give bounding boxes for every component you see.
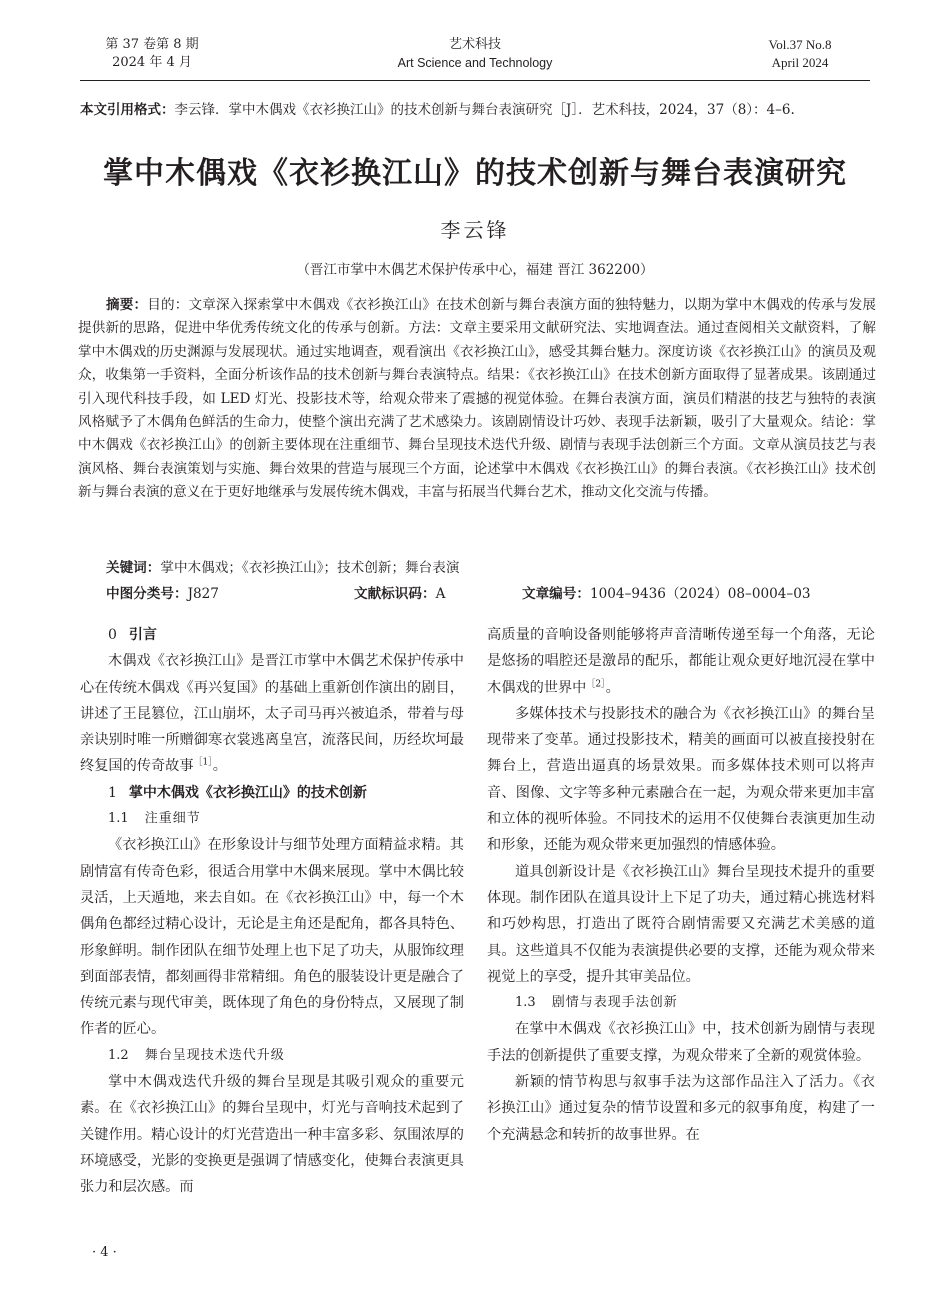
citation-ref-1: ［1］ (193, 757, 213, 768)
header-issue-cn (104, 36, 200, 72)
article-meta (106, 582, 866, 604)
keywords (106, 556, 459, 576)
page-number: · 4 · (92, 1245, 117, 1260)
header-journal (375, 36, 575, 72)
section-1-number: 1 (108, 784, 117, 801)
keywords-label: 关键词： (106, 560, 161, 576)
citation-format (80, 98, 870, 118)
paragraph-stage-part-b-end: 。 (605, 679, 620, 696)
section-1-1-number: 1.1 (108, 811, 129, 827)
article-title: 掌中木偶戏《衣衫换江山》的技术创新与舞台表演研究 (103, 156, 847, 191)
header-date: 2024 年 4 月 (112, 55, 192, 70)
header-date-en: April 2024 (771, 55, 829, 70)
paragraph-stage-part-a: 掌中木偶戏迭代升级的舞台呈现是其吸引观众的重要元素。在《衣衫换江山》的舞台呈现中，灯光与音响技术起到了关键作用。精心设计的灯光营造出一种丰富多彩、氛围浓厚的环境感受，光影的变换更是强调了情感变化，使舞台表演更具张力和层次感。而 (80, 1074, 464, 1196)
clc-number (106, 582, 219, 602)
section-0-number: 0 (108, 627, 117, 643)
keywords-text: 掌中木偶戏；《衣衫换江山》；技术创新；舞台表演 (160, 560, 460, 576)
doc-label: 文献标识码： (354, 586, 436, 602)
doc-code (354, 582, 445, 602)
abstract-text: 目的：文章深入探索掌中木偶戏《衣衫换江山》在技术创新与舞台表演方面的独特魅力，以期为掌中木偶戏的传承与发展提供新的思路，促进中华优秀传统文化的传承与创新。方法：文章主要采用文献研究法、实地调查法。通过查阅相关文献资料，了解掌中木偶戏的历史渊源与发展现状。通过实地调查，观看演出《衣衫换江山》，感受其舞台魅力。深度访谈《衣衫换江山》的演员及观众，收集第一手资料，全面分析该作品的技术创新与舞台表演特点。结果：《衣衫换江山》在技术创新方面取得了显著成果。该剧通过引入现代科技手段，如 LED 灯光、投影技术等，给观众带来了震撼的视觉体验。在舞台表演方面，演员们精湛的技艺与独特的表演风格赋予了木偶角色鲜活的生命力，使整个演出充满了艺术感染力。该剧剧情设计巧妙、表现手法新颖，吸引了大量观众。结论：掌中木偶戏《衣衫换江山》的创新主要体现在注重细节、舞台呈现技术迭代升级、剧情与表现手法创新三个方面。文章从演员技艺与表演风格、舞台表演策划与实施、舞台效果的营造与展现三个方面，论述掌中木偶戏《衣衫换江山》的舞台表演。《衣衫换江山》技术创新与舞台表演的意义在于更好地继承与发展传统木偶戏，丰富与拓展当代舞台艺术，推动文化交流与传播。 (78, 297, 877, 501)
abstract (78, 294, 876, 505)
header-issue-en (760, 36, 840, 72)
paragraph-stage-part-b (487, 622, 875, 701)
paragraph-intro-text: 木偶戏《衣衫换江山》是晋江市掌中木偶艺术保护传承中心在传统木偶戏《再兴复国》的基础上重新创作演出的剧目，讲述了王昆篡位，江山崩坏，太子司马再兴被追杀，带着与母亲诀别时唯一所赠御寒衣裳逃离皇宫，流落民间，历经坎坷最终复国的传奇故事 (80, 653, 464, 775)
paragraph-detail: 《衣衫换江山》在形象设计与细节处理方面精益求精。其剧情富有传奇色彩，很适合用掌中木偶来展现。掌中木偶比较灵活，上天遁地，来去自如。在《衣衫换江山》中，每一个木偶角色都经过精心设计，无论是主角还是配角，都各具特色、形象鲜明。制作团队在细节处理上也下足了功夫，从服饰纹理到面部表情，都刻画得非常精细。角色的服装设计更是融合了传统元素与现代审美，既体现了角色的身份特点，又展现了制作者的匠心。 (80, 837, 464, 1038)
running-header (0, 36, 950, 80)
section-0-title: 引言 (128, 627, 157, 643)
paragraph-props: 道具创新设计是《衣衫换江山》舞台呈现技术提升的重要体现。制作团队在道具设计上下足了功夫，通过精心挑选材料和巧妙构思，打造出了既符合剧情需要又充满艺术美感的道具。这些道具不仅能为表演提供必要的支撑，还能为观众带来视觉上的享受，提升其审美品位。 (487, 863, 875, 985)
section-1-2-title: 舞台呈现技术迭代升级 (144, 1047, 285, 1063)
paragraph-intro-end: 。 (212, 758, 227, 775)
body-right-column (487, 622, 875, 1148)
header-volume-en: Vol.37 No.8 (768, 37, 832, 52)
section-1-3-heading (487, 990, 875, 1016)
section-1-title: 掌中木偶戏《衣衫换江山》的技术创新 (128, 784, 367, 801)
author-affiliation: （晋江市掌中木偶艺术保护传承中心，福建 晋江 362200） (296, 262, 654, 278)
section-1-heading (80, 780, 464, 806)
header-rule (80, 80, 870, 81)
section-0-heading (80, 622, 464, 648)
clc-value: J827 (187, 586, 219, 602)
article-number-value: 1004–9436（2024）08–0004–03 (589, 586, 811, 602)
header-journal-cn: 艺术科技 (448, 37, 501, 52)
paragraph-plot-2: 新颖的情节构思与叙事手法为这部作品注入了活力。《衣衫换江山》通过复杂的情节设置和多元的叙事角度，构建了一个充满悬念和转折的故事世界。在 (487, 1074, 875, 1143)
section-1-1-heading (80, 806, 464, 832)
citation-label: 本文引用格式： (80, 102, 175, 118)
doc-value: A (435, 586, 446, 602)
paragraph-plot-1: 在掌中木偶戏《衣衫换江山》中，技术创新为剧情与表现手法的创新提供了重要支撑，为观众带来了全新的观赏体验。 (487, 1021, 875, 1064)
paragraph-intro (80, 648, 464, 779)
citation-text: 李云锋．掌中木偶戏《衣衫换江山》的技术创新与舞台表演研究［J］．艺术科技，2024，37（8）：4–6. (174, 102, 795, 118)
section-1-3-number: 1.3 (515, 995, 536, 1011)
header-volume: 第 37 卷第 8 期 (105, 37, 199, 52)
article-number (522, 582, 811, 602)
clc-label: 中图分类号： (106, 586, 188, 602)
article-author: 李云锋 (440, 218, 510, 242)
paragraph-stage-part-b-text: 高质量的音响设备则能够将声音清晰传递至每一个角落，无论是悠扬的唱腔还是激昂的配乐，都能让观众更好地沉浸在掌中木偶戏的世界中 (487, 627, 875, 696)
citation-ref-2: ［2］ (586, 678, 606, 689)
header-journal-en: Art Science and Technology (397, 56, 553, 70)
abstract-label: 摘要： (106, 297, 148, 313)
section-1-2-heading (80, 1043, 464, 1069)
body-left-column (80, 622, 464, 1201)
section-1-2-number: 1.2 (108, 1047, 129, 1063)
article-number-label: 文章编号： (522, 586, 590, 602)
paragraph-multimedia: 多媒体技术与投影技术的融合为《衣衫换江山》的舞台呈现带来了变革。通过投影技术，精美的画面可以被直接投射在舞台上，营造出逼真的场景效果。而多媒体技术则可以将声音、图像、文字等多种元素融合在一起，为观众带来更加丰富和立体的视听体验。不同技术的运用不仅使舞台表演更加生动和形象，还能为观众带来更加强烈的情感体验。 (487, 705, 875, 854)
section-1-1-title: 注重细节 (144, 811, 201, 827)
section-1-3-title: 剧情与表现手法创新 (551, 995, 678, 1011)
